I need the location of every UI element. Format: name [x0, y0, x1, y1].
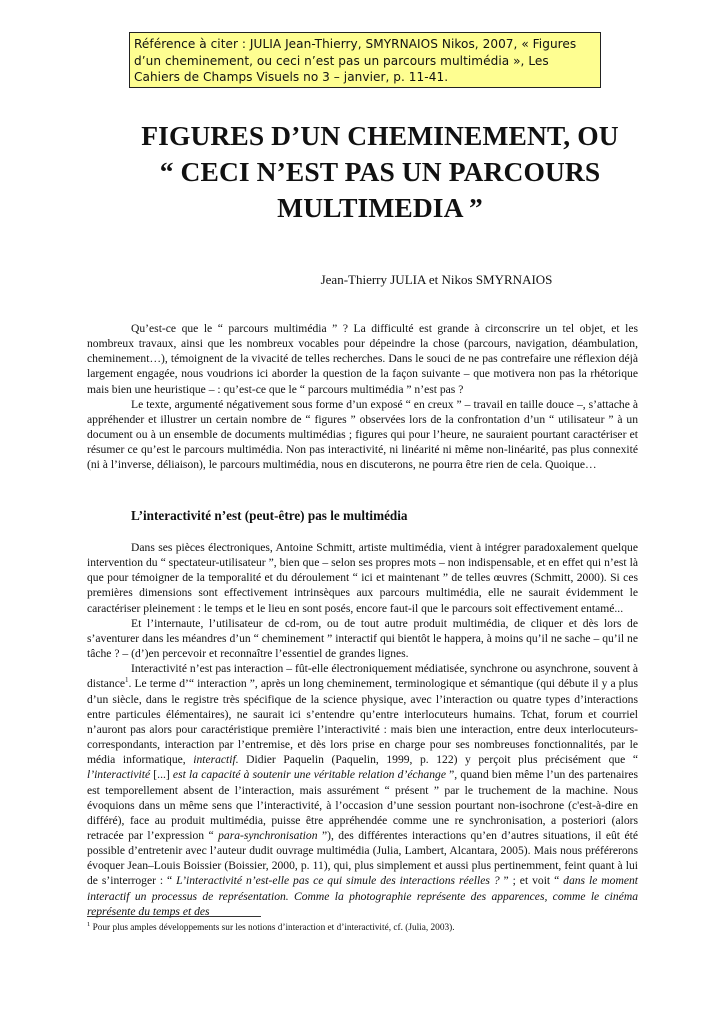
- emphasis: l’interactivité: [87, 768, 151, 782]
- title-line: “ CECI N’EST PAS UN PARCOURS: [159, 156, 601, 187]
- text-run: ” ; et voit “: [499, 874, 564, 888]
- footnote-reference[interactable]: 1: [125, 676, 129, 685]
- authors-line: [87, 272, 638, 288]
- section-body: [87, 540, 638, 919]
- paragraph: Et l’internaute, l’utilisateur de cd-rom, ou de tout autre produit multimédia, de cliquer et dès lors de s’aventurer dans les méandres d’un “ cheminement ” interactif qui bientôt le happera, à moins qu’il ne sache – qu’il ne tâche ? – (d’)en percevoir et reconnaître l’essentiel de grandes lignes.: [87, 616, 638, 661]
- title-line: MULTIMEDIA ”: [277, 192, 483, 223]
- emphasis: est la capacité à soutenir une véritable relation d’échange: [172, 768, 446, 782]
- emphasis: dans le moment interactif un processus de représentation. Comme la photographie représente des apparences, comme le cinéma représente du temps et des: [87, 874, 639, 918]
- citation-line: Référence à citer : JULIA Jean-Thierry, SMYRNAIOS Nikos, 2007, « Figures: [134, 37, 577, 51]
- paragraph: Le texte, argumenté négativement sous forme d’un exposé “ en creux ” – travail en taille douce –, s’attache à appréhender et illustrer un certain nombre de “ figures ” observées lors de la confrontation d’un “ utilisateur ” à un document ou à un ensemble de documents multimédias ; figures qui pour l’heure, ne sauraient pourtant caractériser et résumer ce qu’est le parcours multimédia. Non pas interactivité, ni linéarité ni même non-linéarité, pas plus connexité (ni à l’inverse, déliaison), le parcours multimédia, nous en discuterons, ne pourra être rien de cela. Quoique…: [87, 397, 638, 472]
- text-run: Didier Paquelin (Paquelin, 1999, p. 122) y perçoit plus précisément que “: [238, 753, 639, 767]
- text-run: [...]: [150, 768, 173, 782]
- emphasis: interactif.: [193, 753, 239, 767]
- text-run: ”), des différentes interactions qu’en d’autres situations, il eût été possible d’entretenir avec l’auteur dudit ouvrage multimédia (Julia, Lambert, Alcantara, 2005). Mais nous préférerons évoquer Jean–Louis Boissier (Boissier, 2000, p. 11), qui, plus simplement et aussi plus pertinemment, feint quant à lui de s’interroger : “: [87, 828, 638, 888]
- article-title: [110, 118, 650, 226]
- emphasis: L’interactivité n’est-elle pas ce qui simule des interactions réelles ?: [176, 874, 500, 888]
- paragraph: Qu’est-ce que le “ parcours multimédia ” ? La difficulté est grande à circonscrire un tel objet, et les nombreux travaux, ainsi que les nombreux vocables pour dépeindre la chose (parcours, navigation, déambulation, cheminement…), témoignent de la vivacité de telles recherches. Dans le souci de ne pas contrefaire une réflexion déjà largement engagée, nous voudrions ici aborder la question de la façon suivante – que motivera non pas la rhétorique mais bien une heuristique – : qu’est-ce que le “ parcours multimédia ” n’est pas ?: [87, 322, 638, 396]
- emphasis: para-synchronisation: [218, 828, 318, 842]
- footnote-divider: [87, 916, 261, 917]
- paragraph: Dans ses pièces électroniques, Antoine Schmitt, artiste multimédia, vient à intégrer paradoxalement quelque intervention du “ spectateur-utilisateur ”, bien que – selon ses propres mots – non indispensable, et en effet qui n’est là que pour témoigner de la temporalité et du déroulement “ ici et maintenant ” de telles œuvres (Schmitt, 2000). Si ces premières dimensions sont effectivement intrinsèques aux parcours multimédia, elle ne saurait évidemment le caractériser pleinement : le temps et le lieu en sont posés, encore faut-il que le parcours soit effectivement entamé...: [87, 541, 638, 615]
- title-line: FIGURES D’UN CHEMINEMENT, OU: [141, 120, 619, 151]
- authors-text: Jean-Thierry JULIA et Nikos SMYRNAIOS: [320, 272, 553, 287]
- citation-reference-box: [129, 32, 601, 88]
- introduction: [87, 321, 638, 473]
- footnote: [87, 922, 638, 934]
- paragraph: [87, 661, 638, 919]
- text-run: Interactivité n’est pas interaction – fût-elle électroniquement médiatisée, synchrone ou asynchrone, souvent à distance: [87, 662, 638, 691]
- citation-line: d’un cheminement, ou ceci n’est pas un parcours multimédia », Les: [134, 53, 549, 68]
- citation-line: Cahiers de Champs Visuels no 3 – janvier, p. 11-41.: [134, 70, 449, 84]
- section-heading: L’interactivité n’est (peut-être) pas le multimédia: [131, 508, 408, 523]
- text-run: ”, quand bien même l’un des partenaires est temporellement absent de l’interaction, mais assurément “ présent ” par le truchement de la machine. Nous évoquions dans un même sens que l’interactivité, à l’occasion d’une session pourtant non-isochrone (c'est-à-dire en différé), face au produit multimédia, puisse être appréhendée comme une re synchronisation, a posteriori (alors retracée par l’expression “: [87, 768, 638, 842]
- footnote-number: 1: [87, 920, 91, 928]
- footnote-text: Pour plus amples développements sur les notions d’interaction et d’interactivité, cf. (Julia, 2003).: [90, 923, 455, 933]
- text-run: . Le terme d’“ interaction ”, après un long cheminement, terminologique et sémantique (qui débute il y a plus d’un siècle, dans le registre très spécifique de la science physique, avec l’interaction ou quatre types d’interactions entre particules élémentaires), ne saurait ici s’entendre qu’entre interlocuteurs humains. Tchat, forum et courriel n’auront pas alors pour caractéristique première l’interactivité : mais bien une interaction, entre deux interlocuteurs-correspondants, interaction par l’entremise, et dès lors prise en charge pour ses nombreuses fonctionnalités, par le média informatique,: [87, 677, 638, 767]
